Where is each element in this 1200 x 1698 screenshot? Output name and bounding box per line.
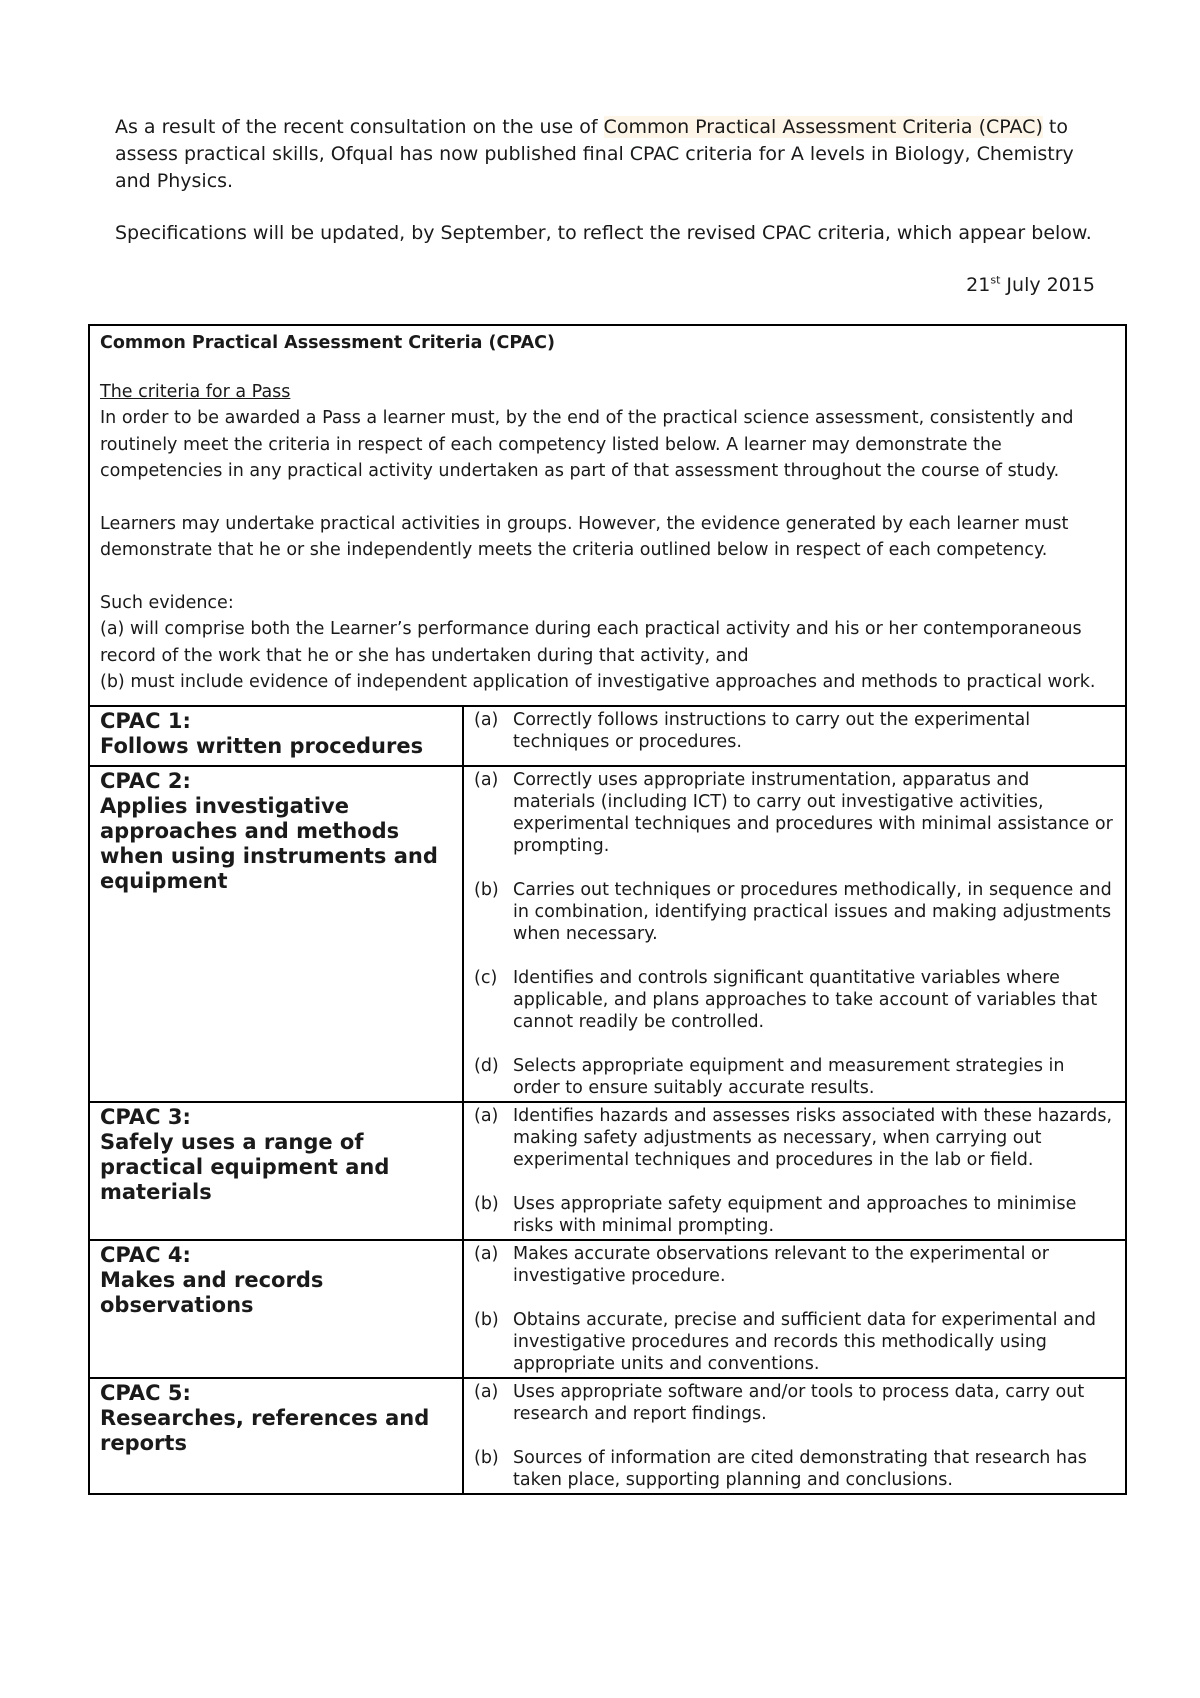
criterion-text: Uses appropriate safety equipment and approaches to minimise risks with minimal prompting.	[513, 1193, 1077, 1236]
cpac-table	[88, 324, 1127, 1495]
table-title: Common Practical Assessment Criteria (CPAC)	[100, 333, 555, 353]
competency-title: Makes and records observations	[100, 1267, 324, 1317]
criteria-cell	[463, 1240, 1126, 1378]
publication-date	[115, 272, 1095, 299]
table-row	[89, 1240, 1126, 1378]
criterion-text: Obtains accurate, precise and sufficient data for experimental and investigative procedures and records this methodically using appropriate units and conventions.	[513, 1309, 1097, 1374]
criterion-item	[474, 769, 1115, 857]
criteria-cell	[463, 766, 1126, 1102]
intro-paragraph-2: Specifications will be updated, by September, to reflect the revised CPAC criteria, which appear below.	[115, 222, 1092, 244]
criterion-item	[474, 1105, 1115, 1171]
criterion-item	[474, 1193, 1115, 1237]
evidence-intro: Such evidence:	[100, 592, 234, 613]
competency-cell	[89, 1378, 463, 1494]
criterion-label: (a)	[474, 1105, 499, 1126]
criterion-label: (b)	[474, 1447, 499, 1468]
criterion-label: (b)	[474, 879, 499, 900]
intro-p1-before: As a result of the recent consultation on the use of	[115, 116, 604, 138]
criterion-text: Identifies hazards and assesses risks associated with these hazards, making safety adjustments as necessary, when carrying out experimental techniques and procedures in the lab or field.	[513, 1105, 1113, 1170]
pass-text: In order to be awarded a Pass a learner must, by the end of the practical science assessment, consistently and routinely meet the criteria in respect of each competency listed below. A learner may demonstrate the competencies in any practical activity undertaken as part of that assessment throughout the course of study.	[100, 408, 1074, 481]
competency-title: Researches, references and reports	[100, 1405, 430, 1455]
competency-title: Applies investigative approaches and methods when using instruments and equipment	[100, 793, 438, 893]
competency-cell	[89, 1102, 463, 1240]
pass-heading: The criteria for a Pass	[100, 381, 291, 402]
criterion-label: (b)	[474, 1193, 499, 1214]
table-header-cell	[89, 325, 1126, 706]
criterion-text: Correctly uses appropriate instrumentation, apparatus and materials (including ICT) to carry out investigative activities, experimental techniques and procedures with minimal assistance or prompting.	[513, 769, 1113, 856]
competency-number: CPAC 2:	[100, 768, 191, 793]
intro-p1-after: to assess practical skills, Ofqual has now published final CPAC criteria for A levels in Biology, Chemistry and Physics.	[115, 116, 1074, 192]
competency-number: CPAC 1:	[100, 708, 191, 733]
criterion-item	[474, 1243, 1115, 1287]
criterion-item	[474, 1381, 1115, 1425]
criteria-cell	[463, 706, 1126, 766]
table-header-row	[89, 325, 1126, 706]
competency-cell	[89, 766, 463, 1102]
date-rest: July 2015	[1000, 274, 1095, 296]
criterion-text: Selects appropriate equipment and measurement strategies in order to ensure suitably accurate results.	[513, 1055, 1065, 1098]
criterion-text: Makes accurate observations relevant to the experimental or investigative procedure.	[513, 1243, 1049, 1286]
competency-cell	[89, 1240, 463, 1378]
competency-title: Safely uses a range of practical equipment and materials	[100, 1129, 390, 1204]
competency-number: CPAC 3:	[100, 1104, 191, 1129]
date-day: 21	[966, 274, 991, 296]
criterion-text: Uses appropriate software and/or tools to process data, carry out research and report findings.	[513, 1381, 1085, 1424]
intro-section	[115, 114, 1095, 299]
groups-text: Learners may undertake practical activities in groups. However, the evidence generated by each learner must demonstrate that he or she independently meets the criteria outlined below in respect of each competency.	[100, 513, 1069, 560]
criterion-text: Carries out techniques or procedures methodically, in sequence and in combination, identifying practical issues and making adjustments when necessary.	[513, 879, 1112, 944]
table-row	[89, 706, 1126, 766]
criteria-cell	[463, 1378, 1126, 1494]
competency-number: CPAC 5:	[100, 1380, 191, 1405]
date-suffix: st	[990, 273, 1001, 287]
criterion-label: (a)	[474, 709, 499, 730]
competency-number: CPAC 4:	[100, 1242, 191, 1267]
criterion-label: (b)	[474, 1309, 499, 1330]
criterion-item	[474, 709, 1115, 753]
evidence-b: (b) must include evidence of independent application of investigative approaches and methods to practical work.	[100, 672, 1096, 692]
cpac-highlight: Common Practical Assessment Criteria (CPAC)	[603, 116, 1043, 138]
criterion-item	[474, 1447, 1115, 1491]
criterion-text: Correctly follows instructions to carry out the experimental techniques or procedures.	[513, 709, 1031, 752]
criterion-text: Sources of information are cited demonstrating that research has taken place, supporting planning and conclusions.	[513, 1447, 1087, 1490]
criterion-item	[474, 967, 1115, 1033]
table-row	[89, 1378, 1126, 1494]
evidence-a: (a) will comprise both the Learner’s performance during each practical activity and his or her contemporaneous record of the work that he or she has undertaken during that activity, and	[100, 619, 1082, 666]
table-row	[89, 1102, 1126, 1240]
criterion-item	[474, 879, 1115, 945]
intro-paragraph-1	[115, 114, 1095, 195]
competency-cell	[89, 706, 463, 766]
criterion-label: (c)	[474, 967, 498, 988]
table-row	[89, 766, 1126, 1102]
criterion-item	[474, 1309, 1115, 1375]
competency-title: Follows written procedures	[100, 733, 424, 758]
criteria-cell	[463, 1102, 1126, 1240]
criterion-label: (a)	[474, 1243, 499, 1264]
criterion-label: (d)	[474, 1055, 499, 1076]
criterion-item	[474, 1055, 1115, 1099]
criterion-label: (a)	[474, 769, 499, 790]
criterion-text: Identifies and controls significant quantitative variables where applicable, and plans approaches to take account of variables that cannot readily be controlled.	[513, 967, 1098, 1032]
criterion-label: (a)	[474, 1381, 499, 1402]
